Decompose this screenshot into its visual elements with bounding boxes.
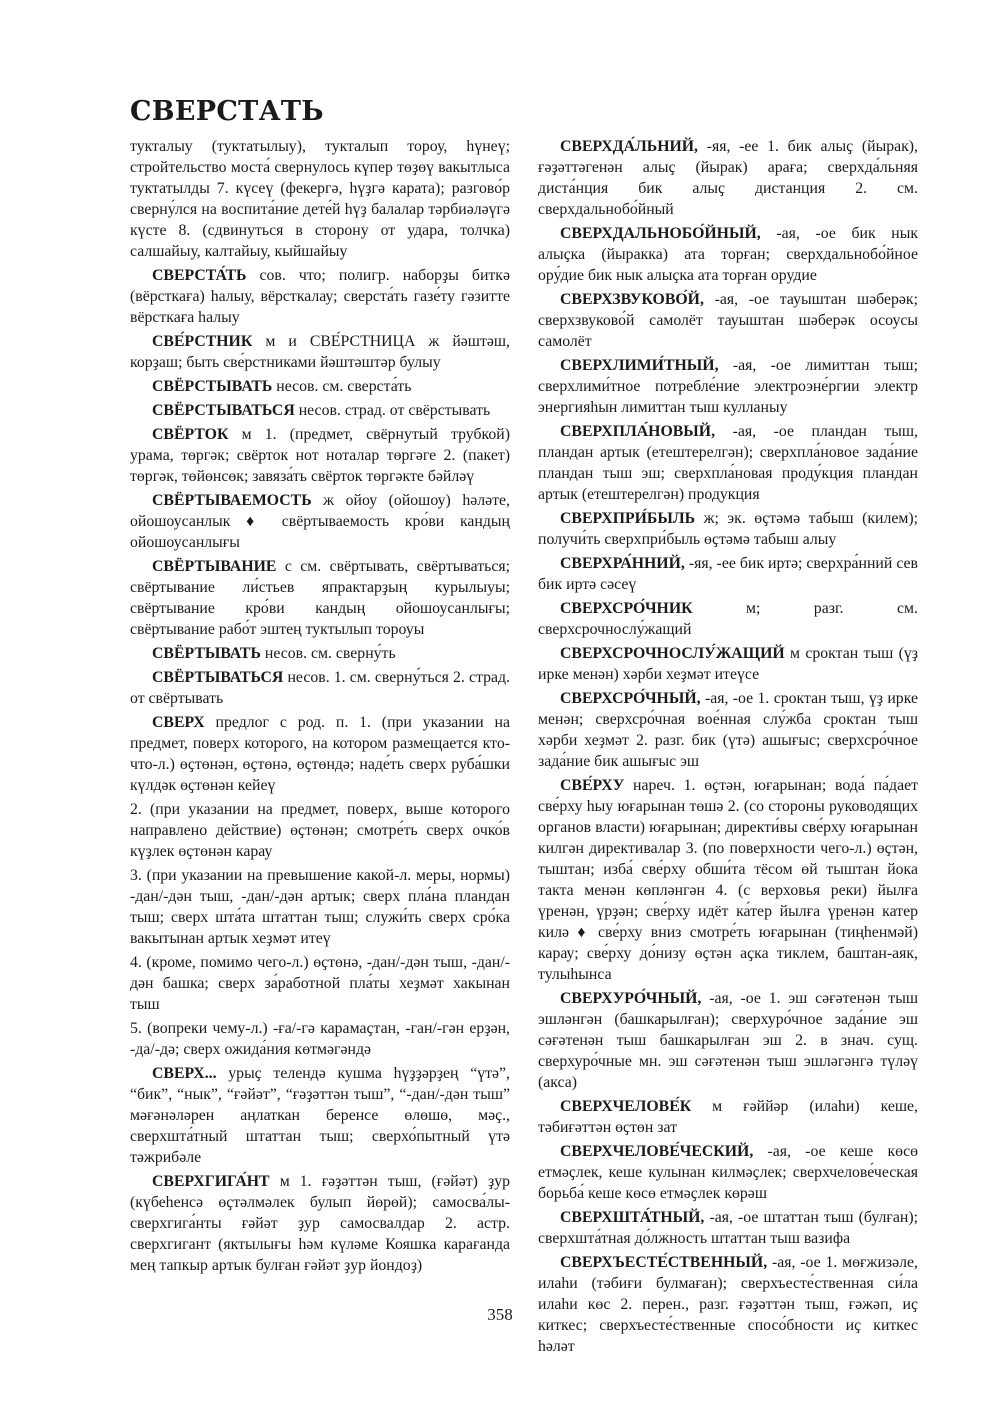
entry-headword: СВЕРХ [152, 714, 205, 731]
entry-definition: -ая, -ое 1. мөғжизәле, илаһи (тәбиғи булмаған); сверхъесте́ственная си́ла илаһи көс 2. перен., разг. ғәҙәттән тыш, ғәжәп, иҫ киткес; сверхъесте́ственные спосо́бности иҫ киткес һәләт [538, 1254, 918, 1355]
entry-definition: ж; эк. өҫтәмә табыш (килем); получи́ть сверхпри́быль өҫтәмә табыш алыу [538, 510, 918, 548]
entry-definition: м; разг. см. сверхсрочнослу́жащий [538, 600, 918, 638]
entry-headword: СВЁРТЫВАЕМОСТЬ [152, 492, 312, 509]
dictionary-entry [130, 643, 510, 664]
entry-definition: -ая, -ое 1. эш сәғәтенән тыш эшләнгән (башкарылған); сверхуро́чное зада́ние эш сәғәтенән тыш башкарылған эш 2. в знач. сущ. сверхуро́чные мн. эш сәғәтенән тыш эшләгәнгә түләү (акса) [538, 990, 918, 1091]
dictionary-entry [538, 553, 918, 595]
dictionary-entry [130, 424, 510, 487]
entry-headword: СВЕ́РХУ [560, 777, 625, 794]
dictionary-entry [130, 952, 510, 1015]
dictionary-entry [538, 1096, 918, 1138]
entry-definition: -яя, -ее бик иртә; сверхра́нний сев бик иртә сәсеү [538, 555, 918, 593]
entry-headword: СВЕРХДА́ЛЬНИЙ, [560, 138, 698, 155]
entry-headword: СВЁРТОК [152, 426, 229, 443]
entry-headword: СВЕРХГИГА́НТ [152, 1173, 270, 1190]
entry-headword: СВЕРХЛИМИ́ТНЫЙ, [560, 357, 719, 374]
entry-headword: СВЕРХДАЛЬНОБО́ЙНЫЙ, [560, 225, 761, 242]
entry-definition: -яя, -ее 1. бик алыҫ (йырак), ғәҙәттәгенән алыҫ (йырак) араға; сверхда́льняя диста́нция бик алыҫ дистанция 2. см. сверхдальнобо́йный [538, 138, 918, 218]
entry-definition: несов. страд. от свёрстывать [294, 402, 491, 419]
dictionary-entry [130, 376, 510, 397]
dictionary-entry [130, 556, 510, 640]
entry-headword: СВЕРХРА́ННИЙ, [560, 555, 685, 572]
entry-headword: СВЕРХУРО́ЧНЫЙ, [560, 990, 702, 1007]
entry-headword: СВЁРТЫВАТЬСЯ [152, 669, 284, 686]
dictionary-entry [130, 865, 510, 949]
dictionary-entry [538, 598, 918, 640]
dictionary-entry [538, 508, 918, 550]
dictionary-entry [538, 988, 918, 1093]
dictionary-entry [538, 688, 918, 772]
dictionary-entry [538, 775, 918, 985]
entry-definition: м и СВЕ́РСТНИЦА ж йәштәш, корҙаш; быть све́рстниками йәштәштәр булыу [130, 333, 510, 371]
entry-headword: СВЕРХЪЕСТЕ́СТВЕННЫЙ, [560, 1254, 768, 1271]
entry-definition: м сроктан тыш (үҙ ирке менән) хәрби хеҙмәт итеүсе [538, 645, 918, 683]
entry-definition: урыҫ телендә кушма һүҙҙәрҙең “үтә”, “бик”, “нык”, “ғәйәт”, “ғәҙәттән тыш”, “-дан/-дән тыш” мәғәнәләрен аңлаткан беренсе өлөшө, мәҫ., сверхшта́тный штаттан тыш; сверхо́пытный үтә тәжрибәле [130, 1065, 510, 1166]
entry-definition: -ая, -ое бик нык алыҫка (йыракка) ата торған; сверхдальнобо́йное ору́дие бик нык алыҫка ата торған орудие [538, 225, 918, 284]
entry-definition: несов. см. сверну́ть [260, 645, 396, 662]
entry-definition: несов. см. сверста́ть [272, 378, 412, 395]
dictionary-entry [538, 355, 918, 418]
entry-definition: 4. (кроме, помимо чего-л.) өҫтөнә, -дан/-дән тыш, -дан/-дән башка; сверх за́работной пла́ты хеҙмәт хакынан тыш [130, 954, 510, 1013]
dictionary-entry [538, 223, 918, 286]
dictionary-entry [130, 265, 510, 328]
entry-headword: СВЕРХСРО́ЧНИК [560, 600, 693, 617]
dictionary-entry [130, 331, 510, 373]
entry-definition: ж ойоу (ойошоу) һәләте, ойошоусанлык ♦ свёртываемость кро́ви кандың ойошоусанлығы [130, 492, 510, 551]
entry-definition: 2. (при указании на предмет, поверх, выше которого направлено действие) өҫтөнән; смотре́ть сверх очко́в күҙлек өҫтөнән карау [130, 801, 510, 860]
dictionary-entry [538, 643, 918, 685]
entry-headword: СВЕРХЗВУКОВО́Й, [560, 291, 704, 308]
entry-definition: предлог с род. п. 1. (при указании на предмет, поверх которого, на котором размещается кто-что-л.) өҫтөнән, өҫтөнә, өҫтөндә; наде́ть сверх руба́шки күлдәк өҫтөнән кейеү [130, 714, 510, 794]
entry-headword: СВЁРТЫВАТЬ [152, 645, 261, 662]
entry-definition: м ғәййәр (илаһи) кеше, тәбиғәттән өҫтөн зат [538, 1098, 918, 1136]
entry-headword: СВЕРХЧЕЛОВЕ́ЧЕСКИЙ, [560, 1143, 754, 1160]
entry-definition: -ая, -ое 1. сроктан тыш, үҙ ирке менән; сверхсро́чная вое́нная слу́жба сроктан тыш хәрби хеҙмәт 2. разг. бик (үтә) ашығыс; сверхсро́чное зада́ние бик ашығыс эш [538, 690, 918, 770]
entry-headword: СВЕРХПЛА́НОВЫЙ, [560, 423, 716, 440]
dictionary-entry [130, 400, 510, 421]
entry-definition: с см. свёртывать, свёртываться; свёртывание ли́стьев япрактарҙың курылыуы; свёртывание кро́ви кандың ойошоусанлығы; свёртывание рабо́т эштең туктылып тороуы [130, 558, 510, 638]
entry-headword: СВЁРТЫВАНИЕ [152, 558, 277, 575]
entry-definition: 5. (вопреки чему-л.) -ға/-гә карамаҫтан, -ган/-гән ерҙән, -да/-дә; сверх ожида́ния көтмәгәндә [130, 1020, 510, 1058]
dictionary-entry [130, 667, 510, 709]
entry-headword: СВЕРХШТА́ТНЫЙ, [560, 1209, 705, 1226]
entry-headword: СВЕРСТА́ТЬ [152, 267, 247, 284]
dictionary-entry [130, 1171, 510, 1276]
dictionary-entry [538, 1207, 918, 1249]
entry-definition: тукталыу (туктатылыу), тукталып тороу, һүнеү; стройтельство моста́ свернулось күпер төҙөү вакытлыса туктатылды 7. күсеү (фекергә, һүҙгә карата); разгово́р сверну́лся на воспита́ние дете́й һүҙ балалар тәрбиәләүгә күсте 8. (сдвинуться в сторону от удара, толчка) салшайыу, калтайыу, кыйшайыу [130, 138, 510, 260]
page-number: 358 [487, 1305, 513, 1324]
entry-definition: -ая, -ое лимиттан тыш; сверхлими́тное потребле́ние электроэне́ргии электр энергияһын лимиттан тыш кулланыу [538, 357, 918, 416]
dictionary-entry [130, 1063, 510, 1168]
dictionary-entry [130, 712, 510, 796]
left-column [130, 136, 510, 1279]
entry-definition: -ая, -ое пландан тыш, пландан артык (етештерелгән); сверхпла́новое зада́ние пландан тыш эш; сверхпла́новая проду́кция пландан артык (етештерелгән) продукция [538, 423, 918, 503]
right-column [538, 136, 918, 1360]
dictionary-entry [538, 421, 918, 505]
entry-headword: СВЕРХ... [152, 1065, 217, 1082]
dictionary-entry [538, 1141, 918, 1204]
dictionary-entry [538, 136, 918, 220]
entry-headword: СВЕРХСРО́ЧНЫЙ, [560, 690, 701, 707]
dictionary-entry [130, 136, 510, 262]
entry-definition: м 1. (предмет, свёрнутый трубкой) урама, төргәк; свёрток нот ноталар төргәге 2. (пакет) төргәк, төйөнсөк; завяза́ть свёрток төргәкте бәйләү [130, 426, 510, 485]
entry-definition: сов. что; полигр. наборҙы биткә (вёрсткаға) һалыу, вёрсткалау; сверста́ть газе́ту гәзитте вёрсткаға һалыу [130, 267, 510, 326]
entry-definition: несов. 1. см. сверну́ться 2. страд. от свёртывать [130, 669, 510, 707]
entry-headword: СВЕРХСРОЧНОСЛУ́ЖАЩИЙ [560, 645, 785, 662]
entry-definition: нареч. 1. өҫтән, юғарынан; вода́ па́дает све́рху һыу юғарынан төшә 2. (со стороны руководящих органов власти) юғарынан; директи́вы све́рху юғарынан килгән директивалар 3. (по поверхности чего-л.) өҫтән, тыштан; изба́ све́рху обши́та тёсом өй тыштан йока такта менән көпләнгән 4. (с верховья реки) йылға үренән, үрҙән; све́рху идёт ка́тер йылға үренән катер килә ♦ све́рху вниз смотре́ть юғарынан (тиңһенмәй) карау; све́рху до́низу өҫтән аҫка тиклем, баштан-аяк, тулыһынса [538, 777, 918, 983]
entry-headword: СВЁРСТЫВАТЬСЯ [152, 402, 295, 419]
entry-definition: 3. (при указании на превышение какой-л. меры, нормы) -дан/-дән тыш, -дан/-дән артык; сверх пла́на пландан тыш; сверх шта́та штаттан тыш; служи́ть сверх сро́ка вакытынан артык хеҙмәт итеү [130, 867, 510, 947]
entry-definition: -ая, -ое штаттан тыш (булған); сверхшта́тная до́лжность штаттан тыш вазифа [538, 1209, 918, 1247]
entry-headword: СВЕРХПРИ́БЫЛЬ [560, 510, 696, 527]
running-head: СВЕРСТАТЬ [130, 96, 324, 127]
entry-definition: -ая, -ое тауыштан шәберәк; сверхзвуково́й самолёт тауыштан шәберәк осоусы самолёт [538, 291, 918, 350]
dictionary-entry [130, 799, 510, 862]
entry-headword: СВЕРХЧЕЛОВЕ́К [560, 1098, 692, 1115]
entry-definition: -ая, -ое кеше көсө етмәҫлек, кеше кулынан килмәҫлек; сверхчелове́ческая борьба́ кеше көсө етмәҫлек көрәш [538, 1143, 918, 1202]
dictionary-entry [130, 490, 510, 553]
dictionary-entry [130, 1018, 510, 1060]
entry-headword: СВЕ́РСТНИК [152, 333, 253, 350]
dictionary-entry [538, 289, 918, 352]
entry-definition: м 1. ғәҙәттән тыш, (ғәйәт) ҙур (күбеһенсә өҫтәлмәлек булып йөрөй); самосва́лы-сверхгига́нты ғәйәт ҙур самосвалдар 2. астр. сверхгигант (яктылығы һәм күләме Кояшка карағанда мең тапкыр артык булған ғәйәт ҙур йондоҙ) [130, 1173, 510, 1274]
entry-headword: СВЁРСТЫВАТЬ [152, 378, 273, 395]
